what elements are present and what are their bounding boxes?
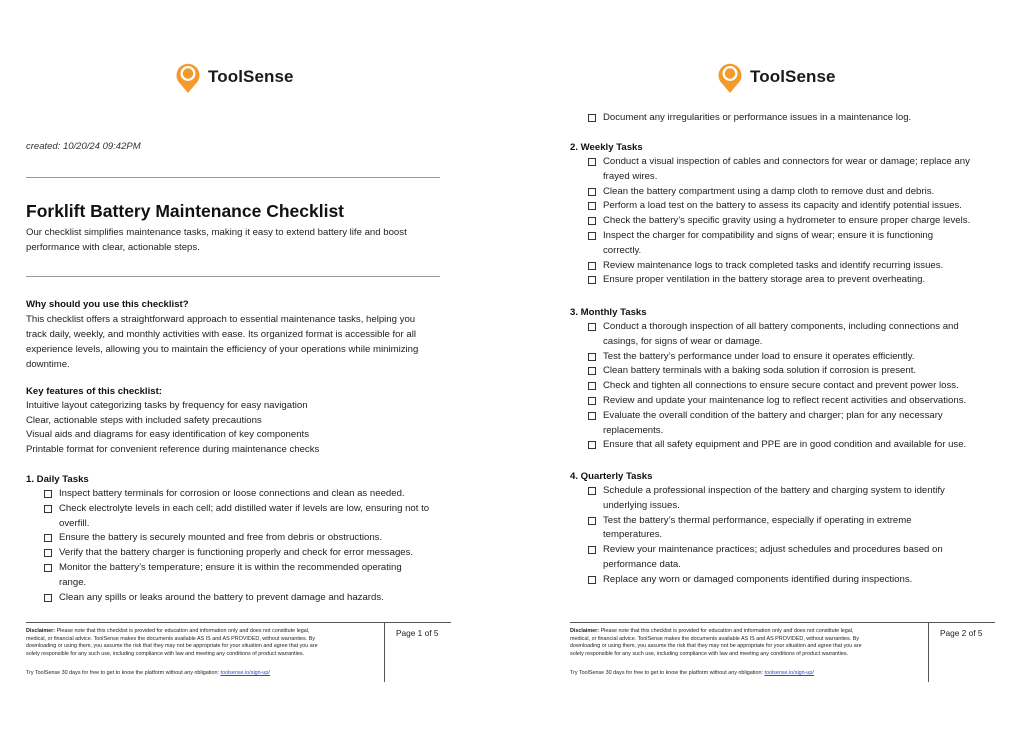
checklist-item[interactable]: Schedule a professional inspection of the battery and charging system to identify underlying issues. — [570, 484, 990, 514]
logo-text: ToolSense — [208, 67, 294, 86]
checkbox[interactable] — [44, 549, 52, 557]
footer-separator — [928, 622, 929, 682]
divider — [26, 177, 440, 178]
checklist-item[interactable]: Ensure that all safety equipment and PPE are in good condition and available for use. — [570, 438, 990, 453]
checkbox[interactable] — [588, 217, 596, 225]
checkbox[interactable] — [44, 564, 52, 572]
toolsense-logo — [174, 60, 294, 94]
feature-item: Intuitive layout categorizing tasks by frequency for easy navigation — [26, 400, 308, 411]
daily-tasks-heading: 1. Daily Tasks — [26, 474, 89, 485]
checkbox[interactable] — [588, 367, 596, 375]
checkbox[interactable] — [44, 490, 52, 498]
checkbox[interactable] — [588, 114, 596, 122]
daily-tasks-continued — [570, 111, 990, 126]
intro-paragraph: Our checklist simplifies maintenance tasks, making it easy to extend battery life and boost performance with clear, actionable steps. — [26, 227, 407, 253]
checklist-item[interactable]: Conduct a thorough inspection of all battery components, including connections and casings, for signs of wear or damage. — [570, 320, 990, 350]
checklist-item[interactable]: Clean the battery compartment using a damp cloth to remove dust and debris. — [570, 185, 990, 200]
weekly-tasks-heading: 2. Weekly Tasks — [570, 142, 643, 153]
monthly-tasks-section — [570, 305, 990, 453]
divider — [26, 276, 440, 277]
quarterly-tasks-section — [570, 469, 990, 588]
page-title: Forklift Battery Maintenance Checklist — [26, 201, 344, 221]
checkbox[interactable] — [588, 353, 596, 361]
checkbox[interactable] — [588, 262, 596, 270]
checkbox[interactable] — [588, 576, 596, 584]
checklist-item[interactable]: Review maintenance logs to track completed tasks and identify recurring issues. — [570, 259, 990, 274]
checkbox[interactable] — [588, 487, 596, 495]
checkbox[interactable] — [588, 276, 596, 284]
page-2 — [556, 0, 1024, 748]
page-1 — [12, 0, 492, 748]
signup-link[interactable]: toolsense.io/sign-up/ — [220, 670, 270, 676]
feature-item: Clear, actionable steps with included safety precautions — [26, 414, 262, 426]
checklist-item[interactable]: Inspect battery terminals for corrosion or loose connections and clean as needed. — [26, 487, 446, 502]
checkbox[interactable] — [588, 382, 596, 390]
why-heading: Why should you use this checklist? — [26, 299, 189, 310]
location-pin-logo-icon — [174, 60, 202, 94]
checklist-item[interactable]: Ensure proper ventilation in the battery storage area to prevent overheating. — [570, 273, 990, 288]
checklist-item[interactable]: Review and update your maintenance log to reflect recent activities and observations. — [570, 394, 990, 409]
checkbox[interactable] — [588, 441, 596, 449]
toolsense-logo — [716, 60, 836, 94]
daily-tasks-section — [26, 472, 446, 605]
feature-item: Visual aids and diagrams for easy identification of key components — [26, 429, 309, 440]
checklist-item[interactable]: Check the battery’s specific gravity using a hydrometer to ensure proper charge levels. — [570, 214, 990, 229]
checklist-item[interactable]: Verify that the battery charger is functioning properly and check for error messages. — [26, 546, 446, 561]
location-pin-logo-icon — [716, 60, 744, 94]
checkbox[interactable] — [44, 534, 52, 542]
checklist-item[interactable]: Clean battery terminals with a baking soda solution if corrosion is present. — [570, 364, 990, 379]
footer-separator — [384, 622, 385, 682]
weekly-tasks-section — [570, 140, 990, 288]
checkbox[interactable] — [588, 158, 596, 166]
page-number: Page 1 of 5 — [396, 628, 439, 638]
checklist-item[interactable]: Test the battery’s thermal performance, especially if operating in extreme temperatures. — [570, 514, 990, 544]
page-number: Page 2 of 5 — [940, 628, 983, 638]
trial-note: Try ToolSense 30 days for free to get to know the platform without any obligation: toolsense.io/sign-up/ — [570, 670, 814, 676]
page-footer — [26, 622, 451, 682]
why-section — [26, 297, 442, 372]
checklist-item[interactable]: Test the battery’s performance under load to ensure it operates efficiently. — [570, 350, 990, 365]
checkbox[interactable] — [588, 517, 596, 525]
signup-link[interactable]: toolsense.io/sign-up/ — [764, 670, 814, 676]
checklist-item[interactable]: Check electrolyte levels in each cell; add distilled water if levels are low, ensuring not to overfill. — [26, 502, 446, 532]
feature-item: Printable format for convenient reference during maintenance checks — [26, 443, 320, 455]
checkbox[interactable] — [588, 232, 596, 240]
checkbox[interactable] — [44, 594, 52, 602]
checklist-item[interactable]: Conduct a visual inspection of cables and connectors for wear or damage; replace any frayed wires. — [570, 155, 990, 185]
checkbox[interactable] — [588, 546, 596, 554]
checkbox[interactable] — [588, 412, 596, 420]
checkbox[interactable] — [588, 188, 596, 196]
monthly-tasks-heading: 3. Monthly Tasks — [570, 307, 647, 318]
checkbox[interactable] — [44, 505, 52, 513]
checklist-item[interactable]: Monitor the battery’s temperature; ensure it is within the recommended operating range. — [26, 561, 446, 591]
page-footer — [570, 622, 995, 682]
created-timestamp: created: 10/20/24 09:42PM — [26, 141, 141, 152]
quarterly-tasks-heading: 4. Quarterly Tasks — [570, 471, 653, 482]
checklist-item[interactable]: Document any irregularities or performance issues in a maintenance log. — [570, 111, 990, 126]
footer-rule — [570, 622, 995, 623]
checkbox[interactable] — [588, 397, 596, 405]
why-paragraph: This checklist offers a straightforward approach to essential maintenance tasks, helping you track daily, weekly, and monthly activities with ease. Its organized format is accessible for all experience levels, allowing you to maintain the efficiency of your operations while minimizing downtime. — [26, 314, 419, 370]
disclaimer-text: Disclaimer: Please note that this checklist is provided for education and information only and does not constitute legal, medical, or financial advice. ToolSense makes the documents available AS IS and AS PROVIDED, without warranties. By downloading or using them, you assume the risk that they may not be appropriate for your situation and agree that you are solely responsible for any such use, including compliance with law and meeting any conditions of product warranties. — [26, 628, 318, 657]
checklist-item[interactable]: Check and tighten all connections to ensure secure contact and prevent power loss. — [570, 379, 990, 394]
disclaimer-text: Disclaimer: Please note that this checklist is provided for education and information only and does not constitute legal, medical, or financial advice. ToolSense makes the documents available AS IS and AS PROVIDED, without warranties. By downloading or using them, you assume the risk that they may not be appropriate for your situation and agree that you are solely responsible for any such use, including compliance with law and meeting any conditions of product warranties. — [570, 628, 862, 657]
footer-rule — [26, 622, 451, 623]
checklist-item[interactable]: Evaluate the overall condition of the battery and charger; plan for any necessary replacements. — [570, 409, 990, 439]
checkbox[interactable] — [588, 323, 596, 331]
features-heading: Key features of this checklist: — [26, 386, 162, 397]
trial-note: Try ToolSense 30 days for free to get to know the platform without any obligation: toolsense.io/sign-up/ — [26, 670, 270, 676]
checklist-item[interactable]: Ensure the battery is securely mounted and free from debris or obstructions. — [26, 531, 446, 546]
checklist-item[interactable]: Replace any worn or damaged components identified during inspections. — [570, 573, 990, 588]
checklist-item[interactable]: Inspect the charger for compatibility and signs of wear; ensure it is functioning correctly. — [570, 229, 990, 259]
logo-text: ToolSense — [750, 67, 836, 86]
checkbox[interactable] — [588, 202, 596, 210]
checklist-item[interactable]: Clean any spills or leaks around the battery to prevent damage and hazards. — [26, 591, 446, 606]
checklist-item[interactable]: Review your maintenance practices; adjust schedules and procedures based on performance data. — [570, 543, 990, 573]
features-section — [26, 384, 442, 457]
checklist-item[interactable]: Perform a load test on the battery to assess its capacity and identify potential issues. — [570, 199, 990, 214]
